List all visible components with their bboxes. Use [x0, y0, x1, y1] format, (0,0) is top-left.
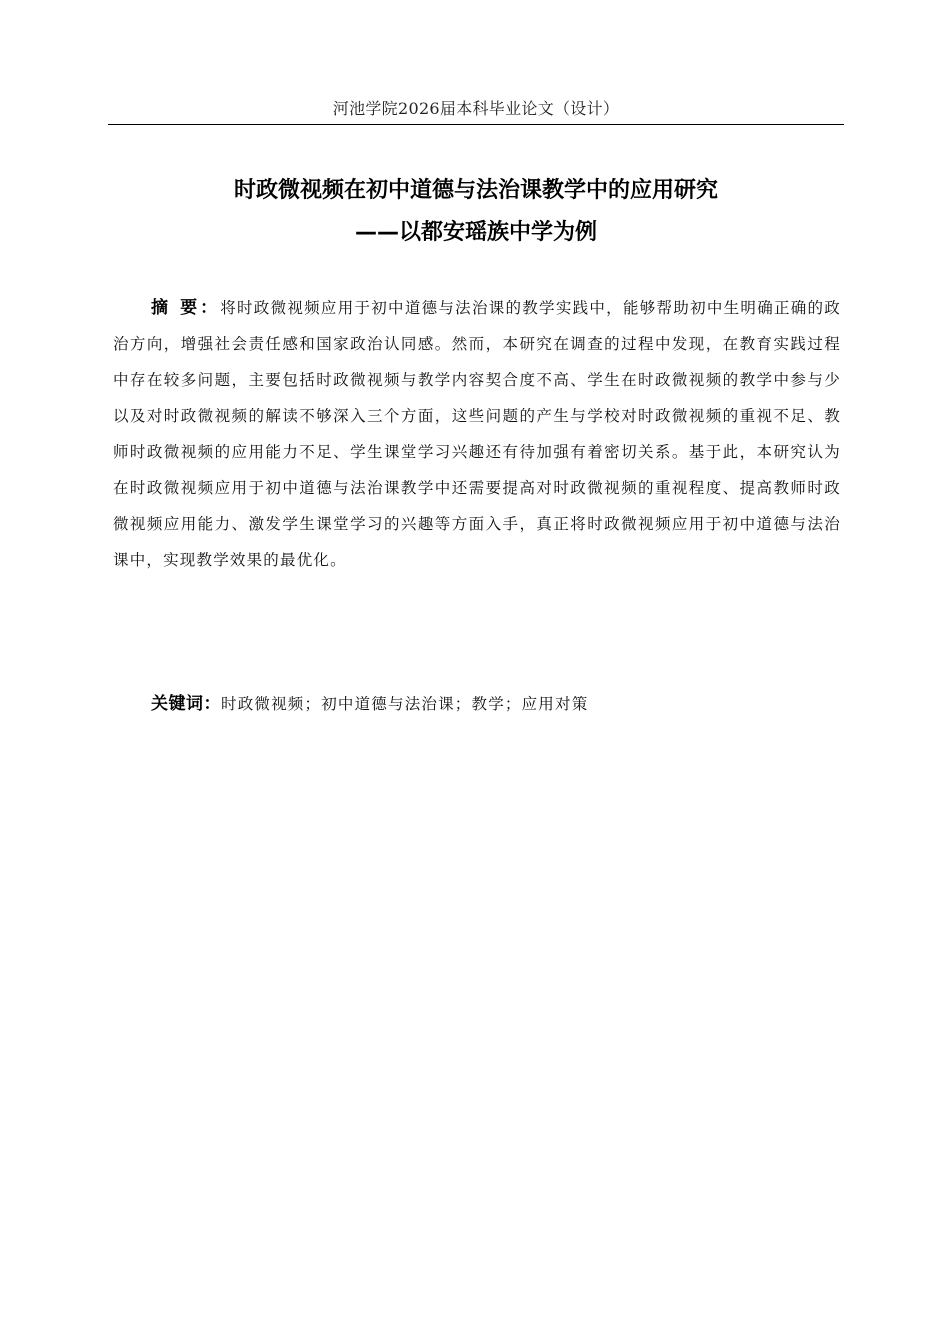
header-rule: [108, 124, 844, 125]
abstract-paragraph: [113, 290, 841, 578]
keywords-label: 关键词：: [151, 694, 221, 714]
paper-subtitle: ——以都安瑶族中学为例: [354, 220, 597, 245]
keywords-text: 时政微视频；初中道德与法治课；教学；应用对策: [221, 695, 589, 713]
paper-title: 时政微视频在初中道德与法治课教学中的应用研究: [233, 178, 718, 203]
title-block: [108, 170, 844, 254]
keywords-line: [151, 688, 841, 720]
abstract-text: 将时政微视频应用于初中道德与法治课的教学实践中，能够帮助初中生明确正确的政治方向，增强社会责任感和国家政治认同感。然而，本研究在调查的过程中发现，在教育实践过程中存在较多问题，主要包括时政微视频与教学内容契合度不高、学生在时政微视频的教学中参与少以及对时政微视频的解读不够深入三个方面，这些问题的产生与学校对时政微视频的重视不足、教师时政微视频的应用能力不足、学生课堂学习兴趣还有待加强有着密切关系。基于此，本研究认为在时政微视频应用于初中道德与法治课教学中还需要提高对时政微视频的重视程度、提高教师时政微视频应用能力、激发学生课堂学习的兴趣等方面入手，真正将时政微视频应用于初中道德与法治课中，实现教学效果的最优化。: [113, 299, 842, 569]
running-header: 河池学院2026届本科毕业论文（设计）: [332, 99, 620, 118]
abstract-label: 摘 要：: [151, 298, 221, 318]
